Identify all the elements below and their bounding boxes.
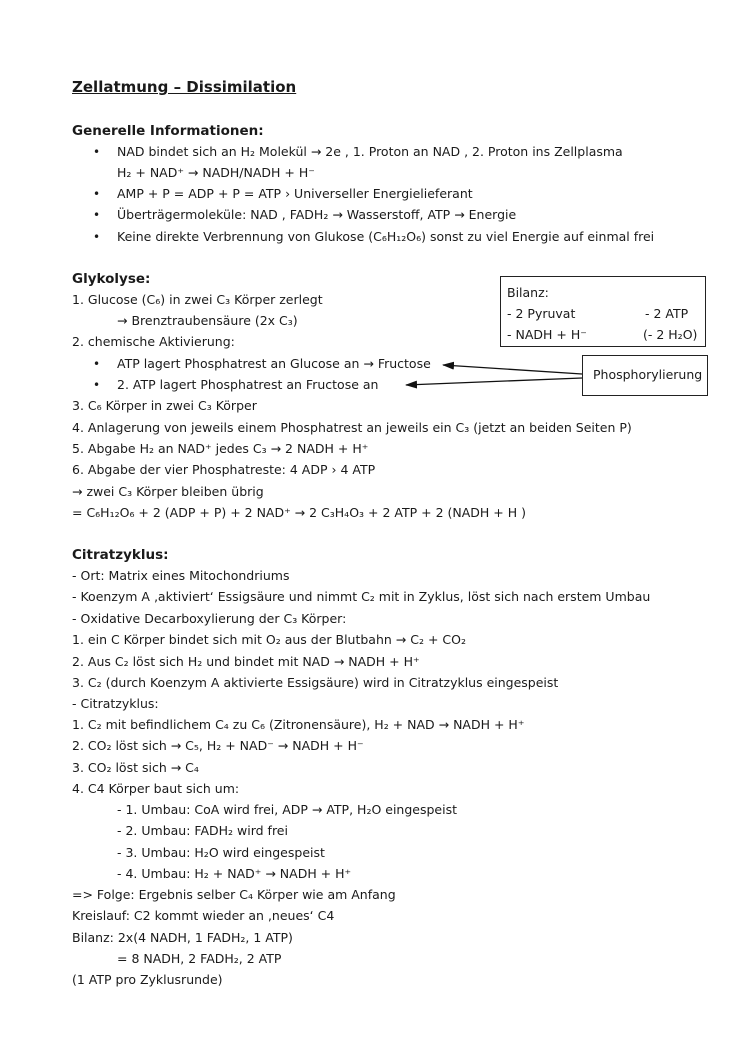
bullet-point: • xyxy=(93,357,101,371)
glycolysis-bullet: ATP lagert Phosphatrest an Glucose an → Fructose xyxy=(117,356,431,371)
glycolysis-equation: = C₆H₁₂O₆ + 2 (ADP + P) + 2 NAD⁺ → 2 C₃H₄O₃ + 2 ATP + 2 (NADH + H ) xyxy=(72,505,526,520)
bilanz-box-title: Bilanz: xyxy=(507,285,549,300)
citrate-line: (1 ATP pro Zyklusrunde) xyxy=(72,972,223,987)
citrate-line: - Ort: Matrix eines Mitochondriums xyxy=(72,568,290,583)
citrate-step: - 1. Umbau: CoA wird frei, ADP → ATP, H₂O eingespeist xyxy=(117,802,458,817)
section-heading-citrate: Citratzyklus: xyxy=(72,547,169,563)
general-bullet-1-continued: H₂ + NAD⁺ → NADH/NADH + H⁻ xyxy=(117,165,315,180)
general-bullet-4: Keine direkte Verbrennung von Glukose (C₆H₁₂O₆) sonst zu viel Energie auf einmal frei xyxy=(117,229,655,244)
citrate-line: 2. CO₂ löst sich → C₅, H₂ + NAD⁻ → NADH + H⁻ xyxy=(72,738,364,753)
bilanz-water: (- 2 H₂O) xyxy=(643,327,698,342)
bilanz-pyruvat: - 2 Pyruvat xyxy=(507,306,576,321)
citrate-step: - 3. Umbau: H₂O wird eingespeist xyxy=(117,845,325,860)
citrate-step: - 4. Umbau: H₂ + NAD⁺ → NADH + H⁺ xyxy=(117,866,352,881)
page-title: Zellatmung – Dissimilation xyxy=(72,78,297,96)
citrate-line: Bilanz: 2x(4 NADH, 1 FADH₂, 1 ATP) xyxy=(72,930,293,945)
bullet-point: • xyxy=(93,187,101,201)
citrate-line: - Koenzym A ‚aktiviert‘ Essigsäure und nimmt C₂ mit in Zyklus, löst sich nach erstem Umbau xyxy=(72,589,651,604)
glycolysis-line: → Brenztraubensäure (2x C₃) xyxy=(117,313,298,328)
section-heading-general: Generelle Informationen: xyxy=(72,123,264,139)
glycolysis-line: 6. Abgabe der vier Phosphatreste: 4 ADP › 4 ATP xyxy=(72,462,376,477)
general-bullet-2: AMP + P = ADP + P = ATP › Universeller Energielieferant xyxy=(117,186,473,201)
bilanz-nadh: - NADH + H⁻ xyxy=(507,327,587,342)
arrow-to-fructose-line-2 xyxy=(406,378,582,385)
bilanz-atp: - 2 ATP xyxy=(645,306,689,321)
bullet-point: • xyxy=(93,378,101,392)
glycolysis-line: 2. chemische Aktivierung: xyxy=(72,334,235,349)
glycolysis-line: 3. C₆ Körper in zwei C₃ Körper xyxy=(72,398,257,413)
section-heading-glycolysis: Glykolyse: xyxy=(72,271,151,287)
glycolysis-line: 5. Abgabe H₂ an NAD⁺ jedes C₃ → 2 NADH + H⁺ xyxy=(72,441,369,456)
citrate-line: = 8 NADH, 2 FADH₂, 2 ATP xyxy=(117,951,282,966)
arrow-to-fructose xyxy=(443,365,582,374)
glycolysis-line: → zwei C₃ Körper bleiben übrig xyxy=(72,484,264,499)
citrate-line: 1. ein C Körper bindet sich mit O₂ aus der Blutbahn → C₂ + CO₂ xyxy=(72,632,466,647)
citrate-line: 3. C₂ (durch Koenzym A aktivierte Essigsäure) wird in Citratzyklus eingespeist xyxy=(72,675,559,690)
general-bullet-1: NAD bindet sich an H₂ Molekül → 2e , 1. Proton an NAD , 2. Proton ins Zellplasma xyxy=(117,144,623,159)
citrate-line: 3. CO₂ löst sich → C₄ xyxy=(72,760,199,775)
citrate-line: - Citratzyklus: xyxy=(72,696,159,711)
glycolysis-line: 1. Glucose (C₆) in zwei C₃ Körper zerlegt xyxy=(72,292,323,307)
phosphorylation-label: Phosphorylierung xyxy=(593,367,703,382)
citrate-line: 2. Aus C₂ löst sich H₂ und bindet mit NAD → NADH + H⁺ xyxy=(72,654,420,669)
glycolysis-bullet: 2. ATP lagert Phosphatrest an Fructose an xyxy=(117,377,379,392)
bullet-point: • xyxy=(93,145,101,159)
citrate-line: => Folge: Ergebnis selber C₄ Körper wie am Anfang xyxy=(72,887,396,902)
citrate-line: 4. C4 Körper baut sich um: xyxy=(72,781,240,796)
citrate-line: 1. C₂ mit befindlichem C₄ zu C₆ (Zitronensäure), H₂ + NAD → NADH + H⁺ xyxy=(72,717,525,732)
bullet-point: • xyxy=(93,230,101,244)
citrate-step: - 2. Umbau: FADH₂ wird frei xyxy=(117,823,288,838)
citrate-line: - Oxidative Decarboxylierung der C₃ Körper: xyxy=(72,611,347,626)
glycolysis-line: 4. Anlagerung von jeweils einem Phosphatrest an jeweils ein C₃ (jetzt an beiden Seiten P) xyxy=(72,420,632,435)
bullet-point: • xyxy=(93,208,101,222)
general-bullet-3: Überträgermoleküle: NAD , FADH₂ → Wasserstoff, ATP → Energie xyxy=(117,207,517,222)
citrate-line: Kreislauf: C2 kommt wieder an ‚neues‘ C4 xyxy=(72,908,335,923)
